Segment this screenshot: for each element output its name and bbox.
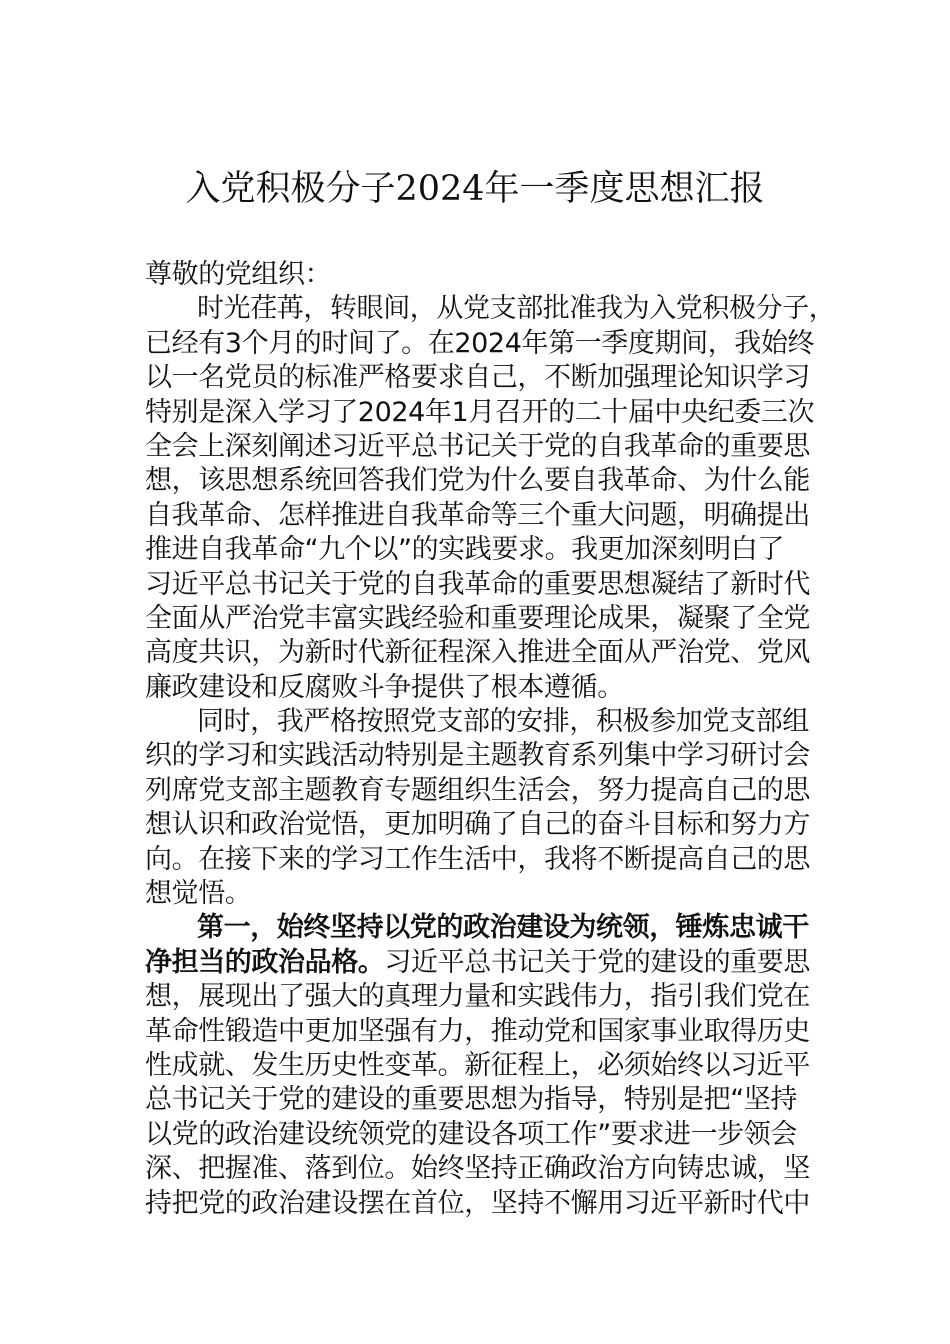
paragraph-line: 自我革命、怎样推进自我革命等三个重大问题，明确提出 (145, 499, 810, 531)
paragraph-line: 已经有3个月的时间了。在2024年第一季度期间，我始终 (145, 327, 815, 359)
paragraph-line: 性成就、发生历史性变革。新征程上，必须始终以习近平 (145, 1049, 810, 1081)
salutation: 尊敬的党组织： (145, 259, 332, 290)
paragraph-line: 向。在接下来的学习工作生活中，我将不断提高自己的思 (145, 843, 810, 875)
paragraph-line: 织的学习和实践活动特别是主题教育系列集中学习研讨会 (145, 740, 810, 772)
section-heading-line: 第一，始终坚持以党的政治建设为统领，锤炼忠诚干 (197, 912, 809, 944)
paragraph-line: 以一名党员的标准严格要求自己，不断加强理论知识学习 (145, 362, 810, 394)
section-heading-tail: 净担当的政治品格。 (145, 946, 385, 978)
paragraph-line: 时光荏苒，转眼间，从党支部批准我为入党积极分子， (197, 293, 836, 325)
paragraph-line: 全面从严治党丰富实践经验和重要理论成果，凝聚了全党 (145, 602, 810, 634)
paragraph-line: 习近平总书记关于党的自我革命的重要思想凝结了新时代 (145, 568, 810, 600)
document-title: 入党积极分子2024年一季度思想汇报 (185, 169, 765, 209)
paragraph-line: 想觉悟。 (145, 878, 252, 910)
paragraph-line: 想，该思想系统回答我们党为什么要自我革命、为什么能 (145, 465, 810, 497)
document-body (145, 258, 845, 1221)
paragraph-line: 总书记关于党的建设的重要思想为指导，特别是把“坚持 (145, 1084, 797, 1116)
paragraph-line: 以党的政治建设统领党的建设各项工作”要求进一步领会 (145, 1118, 797, 1150)
paragraph-line: 推进自我革命“九个以”的实践要求。我更加深刻明白了 (145, 534, 784, 566)
paragraph-line: 廉政建设和反腐败斗争提供了根本遵循。 (145, 671, 624, 703)
paragraph-line: 同时，我严格按照党支部的安排，积极参加党支部组 (197, 706, 809, 738)
paragraph-line: 全会上深刻阐述习近平总书记关于党的自我革命的重要思 (145, 430, 810, 462)
paragraph-line: 列席党支部主题教育专题组织生活会，努力提高自己的思 (145, 774, 810, 806)
paragraph-text: 习近平总书记关于党的建设的重要思 (384, 946, 811, 978)
paragraph-line: 特别是深入学习了2024年1月召开的二十届中央纪委三次 (145, 396, 815, 428)
paragraph-line: 想认识和政治觉悟，更加明确了自己的奋斗目标和努力方 (145, 809, 810, 841)
paragraph-line: 革命性锻造中更加坚强有力，推动党和国家事业取得历史 (145, 1015, 810, 1047)
paragraph-line: 深、把握准、落到位。始终坚持正确政治方向铸忠诚，坚 (145, 1153, 810, 1185)
paragraph-line: 高度共识，为新时代新征程深入推进全面从严治党、党风 (145, 637, 810, 669)
paragraph-line: 持把党的政治建设摆在首位，坚持不懈用习近平新时代中 (145, 1187, 810, 1219)
paragraph-line-with-heading (145, 946, 845, 980)
paragraph-line: 想，展现出了强大的真理力量和实践伟力，指引我们党在 (145, 981, 810, 1013)
